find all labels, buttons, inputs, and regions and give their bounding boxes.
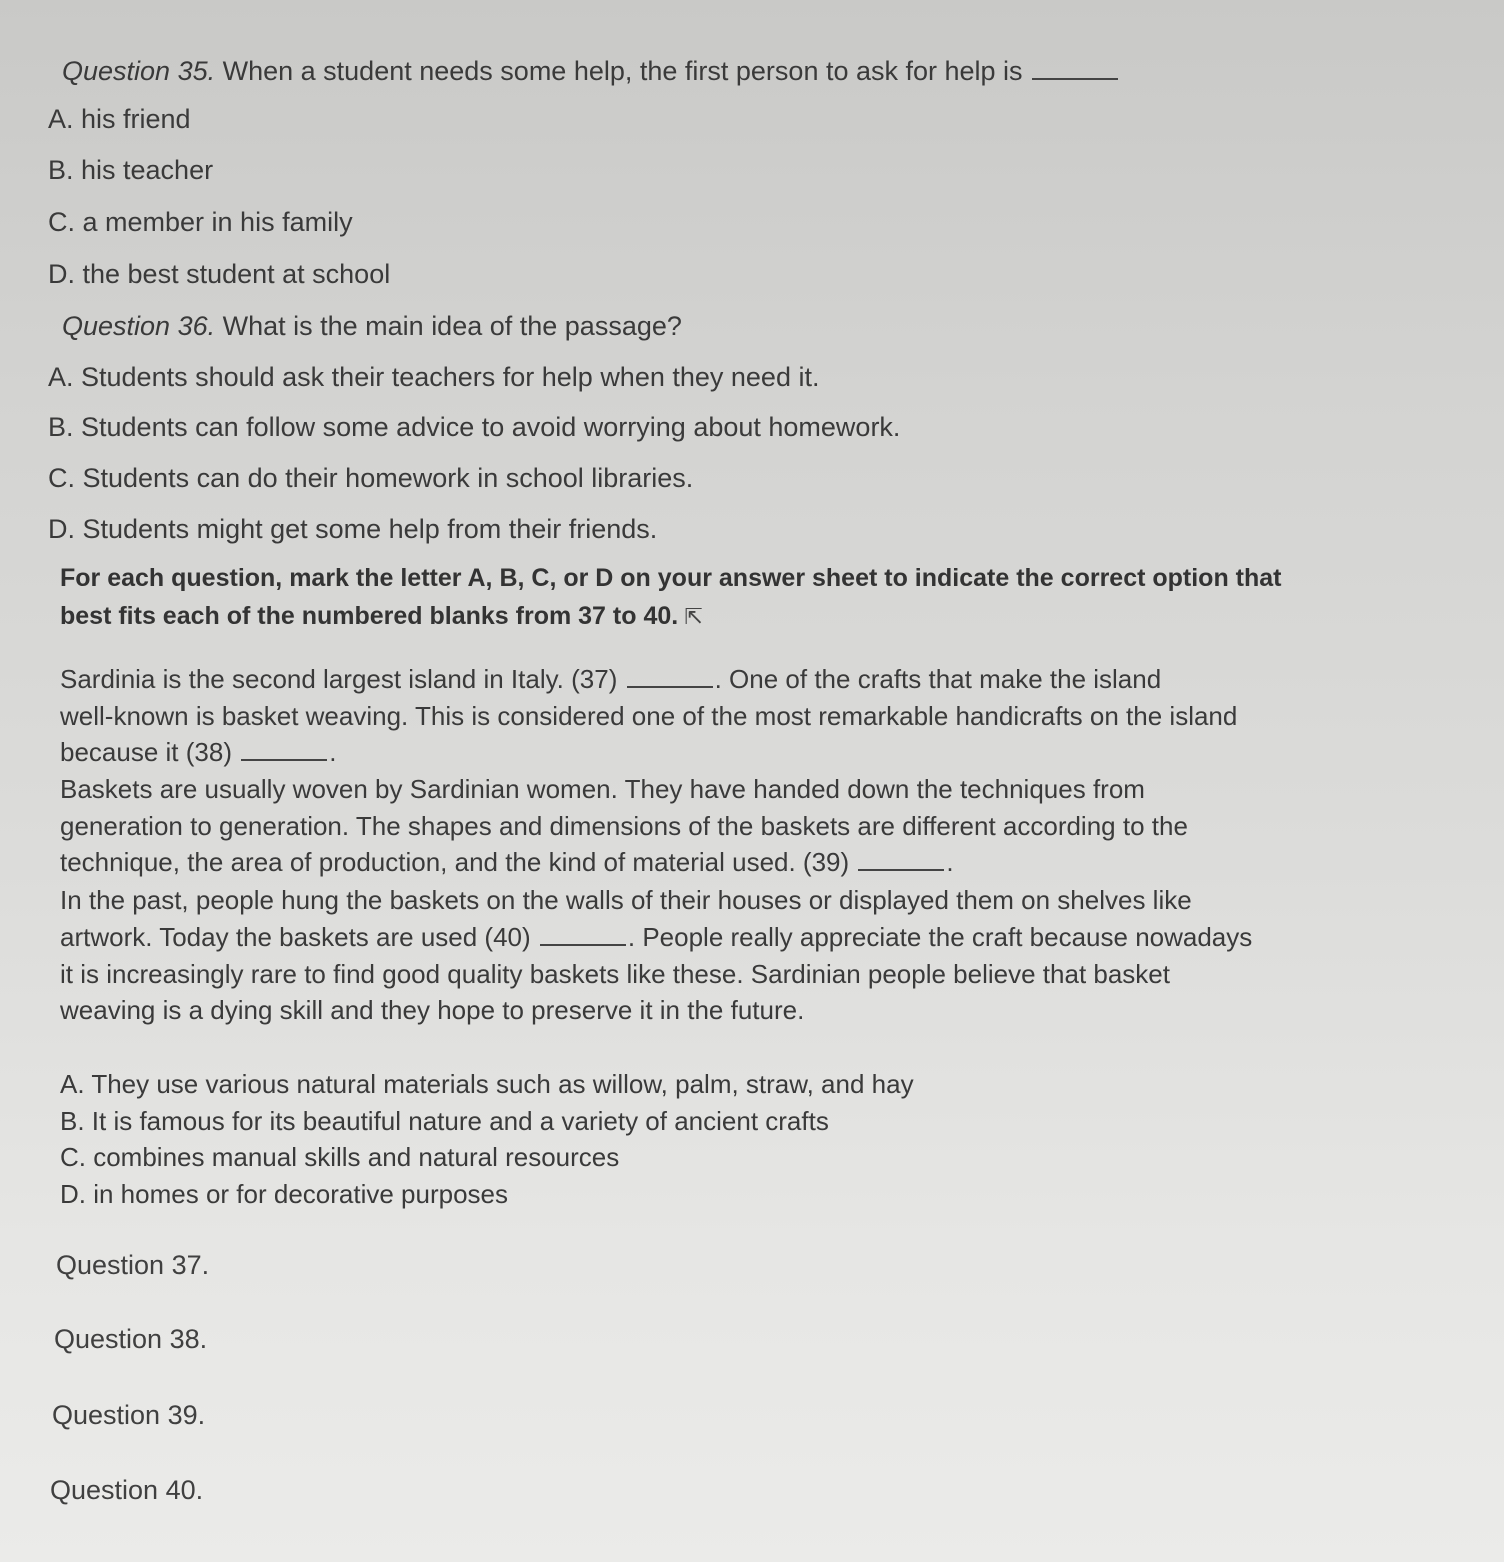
passage-text: . <box>329 737 337 767</box>
question-35-label: Question 35. <box>62 56 216 86</box>
question-36-option-d: D. Students might get some help from their friends. <box>48 514 658 544</box>
question-36-title <box>62 309 682 343</box>
passage-text: . <box>946 847 954 877</box>
question-38-label: Question 38. <box>54 1324 208 1354</box>
passage-line-1 <box>60 662 1161 696</box>
passage-line-3 <box>60 735 336 769</box>
question-35-blank <box>1032 58 1118 80</box>
blank-38 <box>241 739 327 761</box>
passage-text: because it (38) <box>60 737 232 767</box>
instructions-line-1: For each question, mark the letter A, B, C, or D on your answer sheet to indicate the correct option that <box>60 564 1282 592</box>
passage-text: . People really appreciate the craft because nowadays <box>627 922 1253 952</box>
instructions-line-2 <box>60 599 703 634</box>
choice-c: C. combines manual skills and natural resources <box>60 1142 620 1172</box>
question-36-option-c: C. Students can do their homework in school libraries. <box>48 463 694 493</box>
passage-line-10: weaving is a dying skill and they hope to preserve it in the future. <box>60 995 805 1025</box>
question-35-option-b: B. his teacher <box>48 155 214 185</box>
passage-line-2: well-known is basket weaving. This is considered one of the most remarkable handicrafts on the island <box>60 701 1238 731</box>
instructions-line-2-text: best fits each of the numbered blanks from 37 to 40. <box>60 602 679 630</box>
passage-text: . One of the crafts that make the island <box>714 664 1162 694</box>
passage-line-4: Baskets are usually woven by Sardinian women. They have handed down the techniques from <box>60 774 1145 804</box>
blank-37 <box>627 666 713 688</box>
question-35-title <box>62 54 1120 88</box>
passage-line-9: it is increasingly rare to find good quality baskets like these. Sardinian people believe that basket <box>60 959 1170 989</box>
question-37-label: Question 37. <box>56 1250 210 1280</box>
blank-40 <box>540 924 626 946</box>
question-35-option-d: D. the best student at school <box>48 259 391 289</box>
question-40-label: Question 40. <box>50 1475 204 1505</box>
passage-line-8 <box>60 920 1252 954</box>
passage-line-6 <box>60 845 954 879</box>
passage-line-7: In the past, people hung the baskets on the walls of their houses or displayed them on shelves like <box>60 885 1192 915</box>
question-35-option-c: C. a member in his family <box>48 207 353 237</box>
choice-d: D. in homes or for decorative purposes <box>60 1179 508 1209</box>
passage-line-5: generation to generation. The shapes and dimensions of the baskets are different according to the <box>60 811 1188 841</box>
question-35-text: When a student needs some help, the first person to ask for help is <box>215 56 1023 86</box>
passage-text: artwork. Today the baskets are used (40) <box>60 922 531 952</box>
cursor-arrow-icon: ⇱ <box>684 604 703 629</box>
question-35-option-a: A. his friend <box>48 104 191 134</box>
question-36-label: Question 36. <box>62 311 216 341</box>
passage-text: Sardinia is the second largest island in Italy. (37) <box>60 664 618 694</box>
choice-b: B. It is famous for its beautiful nature and a variety of ancient crafts <box>60 1106 829 1136</box>
blank-39 <box>858 849 944 871</box>
question-36-text: What is the main idea of the passage? <box>215 311 682 341</box>
question-36-option-b: B. Students can follow some advice to avoid worrying about homework. <box>48 412 901 442</box>
passage-text: technique, the area of production, and the kind of material used. (39) <box>60 847 850 877</box>
question-36-option-a: A. Students should ask their teachers for help when they need it. <box>48 362 820 392</box>
question-39-label: Question 39. <box>52 1400 206 1430</box>
choice-a: A. They use various natural materials such as willow, palm, straw, and hay <box>60 1069 914 1099</box>
